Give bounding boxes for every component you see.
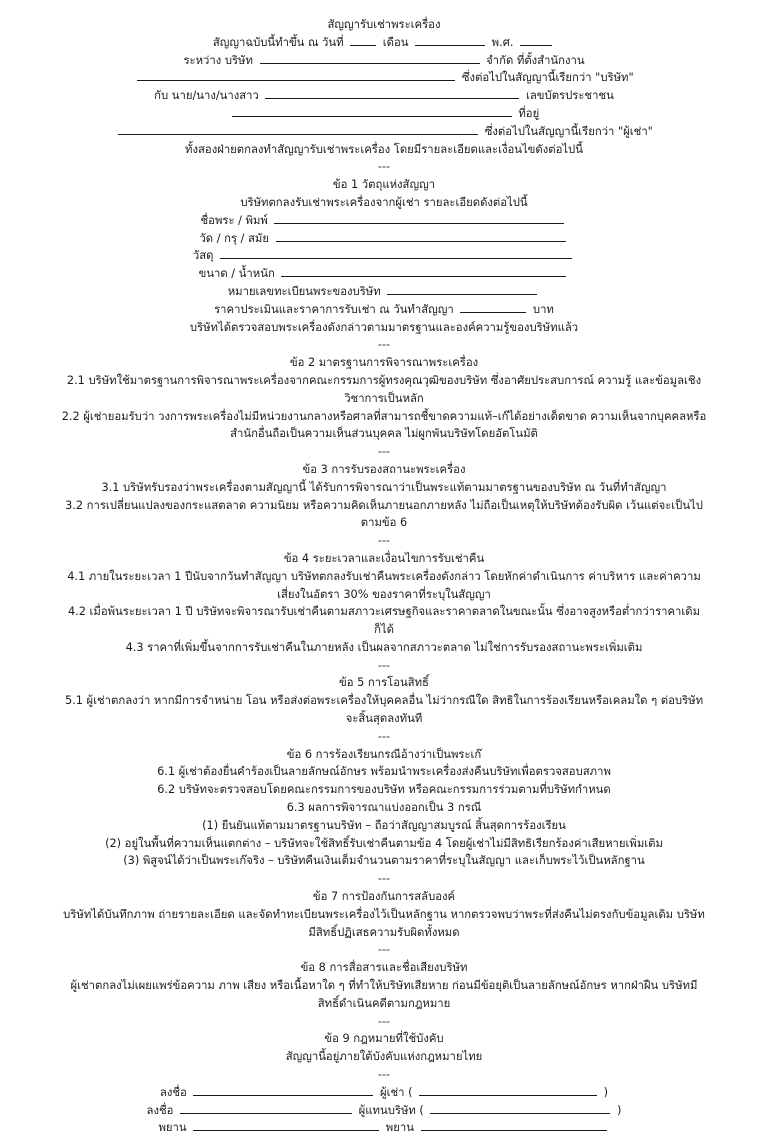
size-blank[interactable]: [281, 265, 566, 277]
separator: ---: [377, 1068, 391, 1082]
separator: ---: [377, 338, 391, 352]
witness-2-blank[interactable]: [421, 1119, 607, 1131]
section-2-p2: 2.2 ผู้เช่ายอมรับว่า วงการพระเครื่องไม่มีหน่วยงานกลางหรือศาลที่สามารถชี้ขาดความแท้–เก๊ได้อย่างเด็ดขาด ความเห็นจากบุคคลหรือสำนักอื่นถือเป็นความเห็นส่วนบุคคล ไม่ผูกพันบริษัทโดยอัตโนมัติ: [61, 409, 707, 441]
year-blank[interactable]: [520, 34, 552, 46]
lessor-name-blank[interactable]: [265, 87, 519, 99]
separator: ---: [377, 1014, 391, 1028]
section-1-intro: บริษัทตกลงรับเช่าพระเครื่องจากผู้เช่า รายละเอียดดังต่อไปนี้: [240, 195, 528, 209]
lessor-signature-blank[interactable]: [193, 1084, 373, 1096]
section-5-title: ข้อ 5 การโอนสิทธิ์: [339, 676, 429, 690]
amulet-name-line: ชื่อพระ / พิมพ์: [60, 212, 708, 230]
witness-1-blank[interactable]: [193, 1119, 379, 1131]
section-9-p1: สัญญานี้อยู่ภายใต้บังคับแห่งกฎหมายไทย: [285, 1050, 483, 1064]
temple-blank[interactable]: [276, 230, 566, 242]
size-line: ขนาด / น้ำหนัก: [60, 265, 708, 283]
price-line: ราคาประเมินและราคาการรับเช่า ณ วันทำสัญญา บาท: [214, 302, 554, 316]
separator: ---: [377, 729, 391, 743]
section-6-case-3: (3) พิสูจน์ได้ว่าเป็นพระเก๊จริง – บริษัทคืนเงินเต็มจำนวนตามราคาที่ระบุในสัญญา และเก็บพระไว้เป็นหลักฐาน: [123, 854, 645, 868]
temple-line: วัด / กรุ / สมัย: [60, 230, 708, 248]
section-4-p1: 4.1 ภายในระยะเวลา 1 ปีนับจากวันทำสัญญา บริษัทตกลงรับเช่าคืนพระเครื่องดังกล่าว โดยหักค่าดำเนินการ ค่าบริหาร และค่าความเสี่ยงในอัตรา 30% ของราคาที่ระบุในสัญญา: [67, 569, 701, 601]
price-blank[interactable]: [460, 301, 526, 313]
separator: ---: [377, 160, 391, 174]
section-6-p2: 6.2 บริษัทจะตรวจสอบโดยคณะกรรมการของบริษัท หรือคณะกรรมการร่วมตามที่บริษัทกำหนด: [157, 783, 611, 797]
material-blank[interactable]: [220, 247, 572, 259]
section-3-p1: 3.1 บริษัทรับรองว่าพระเครื่องตามสัญญานี้ ได้รับการพิจารณาว่าเป็นพระแท้ตามมาตรฐานของบริษัท ณ วันที่ทำสัญญา: [101, 480, 667, 494]
section-4-p2: 4.2 เมื่อพ้นระยะเวลา 1 ปี บริษัทจะพิจารณารับเช่าคืนตามสภาวะเศรษฐกิจและราคาตลาดในขณะนั้น ซึ่งอาจสูงหรือต่ำกว่าราคาเดิมก็ได้: [67, 605, 701, 637]
signature-lessor-line: ลงชื่อ ผู้เช่า ( ): [159, 1085, 609, 1099]
document-title: สัญญารับเช่าพระเครื่อง: [327, 18, 441, 31]
lessor-address-blank-2[interactable]: [118, 123, 478, 135]
material-line: วัสดุ: [60, 247, 708, 265]
inspected-line: บริษัทได้ตรวจสอบพระเครื่องดังกล่าวตามมาตรฐานและองค์ความรู้ของบริษัทแล้ว: [189, 320, 579, 334]
reg-no-line: หมายเลขทะเบียนพระของบริษัท: [60, 283, 708, 301]
agreement-line: ทั้งสองฝ่ายตกลงทำสัญญารับเช่าพระเครื่อง โดยมีรายละเอียดและเงื่อนไขดังต่อไปนี้: [185, 142, 583, 156]
amulet-name-blank[interactable]: [274, 212, 564, 224]
lessor-printed-name-blank[interactable]: [419, 1084, 597, 1096]
company-line: ระหว่าง บริษัท จำกัด ที่ตั้งสำนักงาน: [183, 53, 585, 67]
section-4-p3: 4.3 ราคาที่เพิ่มขึ้นจากการรับเช่าคืนในภายหลัง เป็นผลจากสภาวะตลาด ไม่ใช่การรับรองสถานะพระเพิ่มเติม: [125, 640, 643, 654]
section-2-p1: 2.1 บริษัทใช้มาตรฐานการพิจารณาพระเครื่องจากคณะกรรมการผู้ทรงคุณวุฒิของบริษัท ซึ่งอาศัยประสบการณ์ ความรู้ และข้อมูลเชิงวิชาการเป็นหลัก: [66, 373, 702, 405]
section-8-p1: ผู้เช่าตกลงไม่เผยแพร่ข้อความ ภาพ เสียง หรือเนื้อหาใด ๆ ที่ทำให้บริษัทเสียหาย ก่อนมีข้อยุติเป็นลายลักษณ์อักษร หากฝ่าฝืน บริษัทมีสิทธิ์ดำเนินคดีตามกฎหมาย: [70, 979, 698, 1010]
signature-witness-line: พยาน พยาน: [60, 1119, 708, 1137]
address-line: ที่อยู่: [60, 105, 708, 123]
section-7-title: ข้อ 7 การป้องกันการสลับองค์: [312, 890, 456, 904]
section-6-case-2: (2) อยู่ในพื้นที่ความเห็นแตกต่าง – บริษัทจะใช้สิทธิ์รับเช่าคืนตามข้อ 4 โดยผู้เช่าไม่มีสิทธิเรียกร้องค่าเสียหายเพิ่มเติม: [105, 836, 663, 850]
signature-company-line: ลงชื่อ ผู้แทนบริษัท ( ): [146, 1103, 622, 1117]
section-1-title: ข้อ 1 วัตถุแห่งสัญญา: [332, 178, 436, 192]
lessor-address-blank[interactable]: [232, 105, 512, 117]
company-alias-line: ซึ่งต่อไปในสัญญานี้เรียกว่า "บริษัท": [60, 69, 708, 87]
section-8-title: ข้อ 8 การสื่อสารและชื่อเสียงบริษัท: [300, 961, 468, 975]
section-6-title: ข้อ 6 การร้องเรียนกรณีอ้างว่าเป็นพระเก๊: [286, 747, 482, 761]
separator: ---: [377, 658, 391, 672]
contract-date-line: สัญญาฉบับนี้ทำขึ้น ณ วันที่ เดือน พ.ศ.: [60, 34, 708, 52]
section-9-title: ข้อ 9 กฎหมายที่ใช้บังคับ: [324, 1032, 444, 1046]
day-blank[interactable]: [350, 34, 376, 46]
separator: ---: [377, 445, 391, 459]
separator: ---: [377, 872, 391, 886]
lessor-alias-line: ซึ่งต่อไปในสัญญานี้เรียกว่า "ผู้เช่า": [60, 123, 708, 141]
lessor-line: กับ นาย/นาง/นางสาว เลขบัตรประชาชน: [154, 89, 614, 103]
company-address-blank[interactable]: [137, 69, 455, 81]
section-6-p1: 6.1 ผู้เช่าต้องยื่นคำร้องเป็นลายลักษณ์อักษร พร้อมนำพระเครื่องส่งคืนบริษัทเพื่อตรวจสอบสภาพ: [157, 765, 611, 779]
company-name-blank[interactable]: [260, 52, 480, 64]
section-7-p1: บริษัทได้บันทึกภาพ ถ่ายรายละเอียด และจัดทำทะเบียนพระเครื่องไว้เป็นหลักฐาน หากตรวจพบว่าพระที่ส่งคืนไม่ตรงกับข้อมูลเดิม บริษัทมีสิทธิ์ปฏิเสธความรับผิดทั้งหมด: [63, 907, 705, 939]
section-2-title: ข้อ 2 มาตรฐานการพิจารณาพระเครื่อง: [289, 356, 479, 370]
section-6-p3: 6.3 ผลการพิจารณาแบ่งออกเป็น 3 กรณี: [286, 801, 482, 815]
section-3-p2: 3.2 การเปลี่ยนแปลงของกระแสตลาด ความนิยม หรือความคิดเห็นภายนอกภายหลัง ไม่ถือเป็นเหตุให้บริษัทต้องรับผิด เว้นแต่จะเป็นไปตามข้อ 6: [65, 498, 703, 530]
month-blank[interactable]: [415, 34, 485, 46]
section-4-title: ข้อ 4 ระยะเวลาและเงื่อนไขการรับเช่าคืน: [283, 551, 485, 565]
separator: ---: [377, 534, 391, 548]
section-5-p1: 5.1 ผู้เช่าตกลงว่า หากมีการจำหน่าย โอน หรือส่งต่อพระเครื่องให้บุคคลอื่น ไม่ว่ากรณีใด สิทธิในการร้องเรียนหรือเคลมใด ๆ ต่อบริษัทจะสิ้นสุดลงทันที: [64, 694, 704, 726]
section-3-title: ข้อ 3 การรับรองสถานะพระเครื่อง: [302, 462, 466, 476]
section-6-case-1: (1) ยืนยันแท้ตามมาตรฐานบริษัท – ถือว่าสัญญาสมบูรณ์ สิ้นสุดการร้องเรียน: [202, 818, 566, 832]
reg-no-blank[interactable]: [387, 283, 537, 295]
separator: ---: [377, 943, 391, 957]
